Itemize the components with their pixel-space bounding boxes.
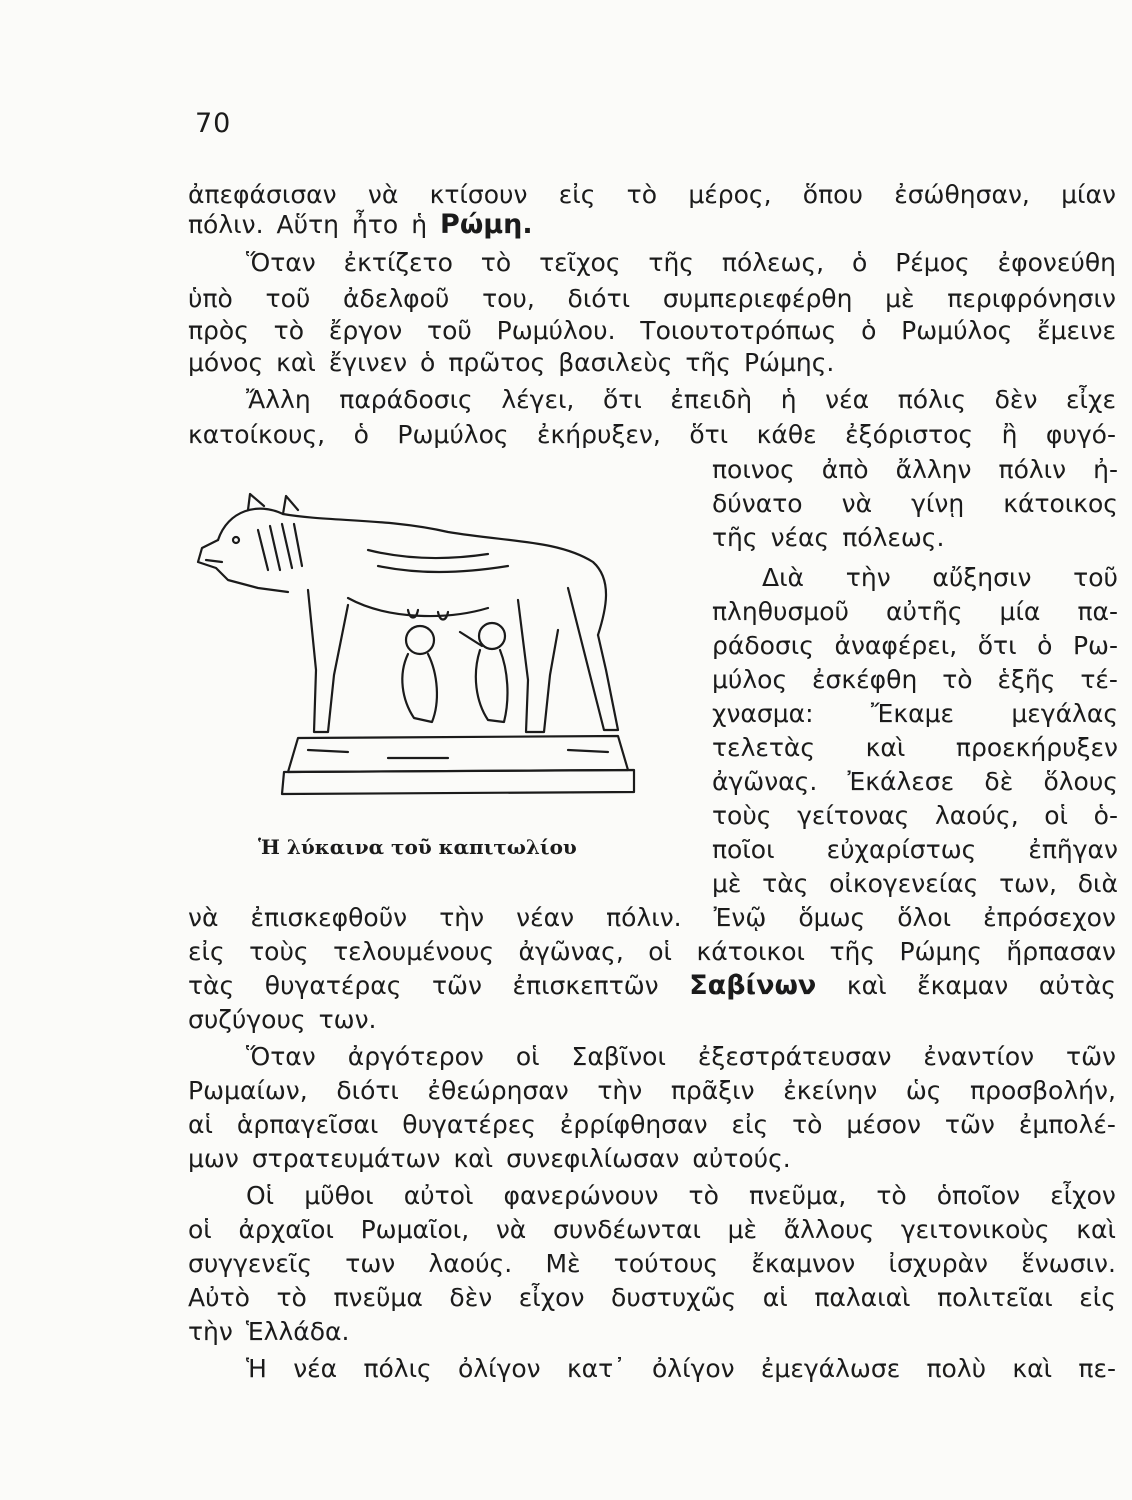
text-line <box>712 523 1118 553</box>
word: λέγει, <box>501 385 575 414</box>
word: τοῦ <box>427 316 472 345</box>
word: ἀγῶνας, <box>518 937 624 966</box>
word: ἀργότερον <box>347 1042 484 1071</box>
word: Ἐκάλεσε <box>847 767 955 796</box>
text-line <box>188 903 1116 933</box>
word: πόλιν. <box>188 210 264 239</box>
word: τὸ <box>273 316 305 345</box>
word: τὸ <box>792 1110 823 1139</box>
word: εἶχον <box>518 1283 585 1312</box>
word: ἕνωσιν. <box>1021 1249 1116 1278</box>
word: Αὐτὸ <box>188 1283 250 1312</box>
word: ἀγῶνας. <box>712 767 818 796</box>
word: τῆς <box>712 523 758 552</box>
word: ἐμπολέ- <box>1018 1110 1116 1139</box>
word: τοὺς <box>712 801 772 830</box>
word: ὅτι <box>977 631 1017 660</box>
word: ἐρρίφθησαν <box>559 1110 708 1139</box>
word: μία <box>999 597 1041 626</box>
word: πόλεως, <box>721 248 825 277</box>
word: τέ- <box>1080 665 1118 694</box>
word: συνδέωνται <box>552 1215 701 1244</box>
word: συνεφιλίωσαν <box>506 1144 680 1173</box>
text-line <box>188 420 1116 450</box>
word: μεγάλας <box>1011 699 1118 728</box>
word: τὸ <box>626 180 658 209</box>
text-line <box>712 455 1118 485</box>
text-line <box>188 210 1116 240</box>
word: οἱ <box>1044 801 1069 830</box>
word: εἰς <box>731 1110 769 1139</box>
word: καὶ <box>453 1144 494 1173</box>
word: προσβολήν, <box>970 1076 1116 1105</box>
word: πρῶτος <box>448 348 546 377</box>
word: ἐκτίζετο <box>343 248 453 277</box>
word: εἰς <box>558 180 596 209</box>
word: Ρώμης. <box>743 348 835 377</box>
word: ποινος <box>712 455 795 484</box>
word: εἰς <box>1079 1283 1116 1312</box>
text-line <box>188 1215 1116 1245</box>
word: Ρωμύλος <box>397 420 509 449</box>
word: ἐπισκεφθοῦν <box>250 903 408 932</box>
text-line <box>712 801 1118 831</box>
word: τοῦ <box>1073 563 1118 592</box>
word: ἔκαμαν <box>917 971 1009 1000</box>
word: Ὅταν <box>246 248 316 277</box>
word: νὰ <box>841 489 873 518</box>
word: κατ᾽ <box>566 1354 626 1383</box>
word: τεῖχος <box>539 248 621 277</box>
word: θυγατέρας <box>264 971 402 1000</box>
word: ὁ <box>1037 631 1053 660</box>
text-line <box>712 835 1118 865</box>
word: μέσον <box>846 1110 921 1139</box>
word: καὶ <box>1076 1215 1116 1244</box>
word: τὸ <box>876 1181 907 1210</box>
word: ὁ <box>852 248 868 277</box>
word: ἐκήρυξεν, <box>537 420 661 449</box>
text-line <box>188 1110 1116 1140</box>
word: πρᾶξιν <box>670 1076 755 1105</box>
word: ἄλλους <box>783 1215 875 1244</box>
word: ἀναφέρει, <box>834 631 958 660</box>
word: Ρώμης <box>899 937 982 966</box>
word: βασιλεὺς <box>558 348 673 377</box>
word: παλαιαὶ <box>814 1283 911 1312</box>
word: ὀλίγον <box>458 1354 541 1383</box>
text-line <box>246 385 1116 415</box>
word: ὁ- <box>1093 801 1118 830</box>
word: ἐφονεύθη <box>997 248 1116 277</box>
word: ἥρπασαν <box>1006 937 1116 966</box>
word: οἱ <box>648 937 673 966</box>
word: ἐξόριστος <box>845 420 974 449</box>
word: Ρωμύλου. <box>496 316 616 345</box>
word: ἐπρόσεχον <box>983 903 1116 932</box>
text-line <box>762 563 1118 593</box>
word: Ρωμύλος <box>901 316 1013 345</box>
word: νέας <box>770 523 830 552</box>
word: Οἱ <box>246 1181 275 1210</box>
word: πόλιν <box>998 455 1067 484</box>
word: νέα <box>293 1354 338 1383</box>
word: τῆς <box>829 937 876 966</box>
word: ἔργον <box>328 316 403 345</box>
text-line <box>188 1317 1116 1347</box>
word: καὶ <box>865 733 906 762</box>
word: Ρωμαῖοι, <box>360 1215 470 1244</box>
word: ἁρπαγεῖσαι <box>236 1110 379 1139</box>
word: τὴν <box>597 1076 643 1105</box>
text-line <box>246 1354 1116 1384</box>
word: ἢ <box>1001 420 1018 449</box>
word: ἐπισκεπτῶν <box>512 971 659 1000</box>
word: Σαβῖνοι <box>571 1042 666 1071</box>
word: ἐσώθησαν, <box>894 180 1030 209</box>
figure-caption: Ἡ λύκαινα τοῦ καπιτωλίου <box>258 835 577 859</box>
word: Ἄλλη <box>246 385 311 414</box>
word: στρατευμάτων <box>251 1144 441 1173</box>
word: ὡς <box>905 1076 942 1105</box>
word: κάτοικος <box>1003 489 1118 518</box>
word: πρὸς <box>188 316 249 345</box>
page-number: 70 <box>195 108 232 139</box>
text-line <box>188 937 1116 967</box>
word: Τοιουτοτρόπως <box>640 316 837 345</box>
word: νέαν <box>516 903 575 932</box>
text-line <box>188 1076 1116 1106</box>
text-line <box>712 489 1118 519</box>
word: συμπεριεφέρθη <box>662 284 853 313</box>
text-line <box>712 869 1118 899</box>
word: δὲν <box>994 385 1038 414</box>
word: ἑξῆς <box>997 665 1056 694</box>
word: ὅμως <box>798 903 866 932</box>
word: ἦτο <box>351 210 399 239</box>
word: μὲ <box>712 869 742 898</box>
word: καὶ <box>276 348 316 377</box>
word: τούτους <box>613 1249 719 1278</box>
word: ἔγινεν <box>328 348 408 377</box>
text-line <box>712 597 1118 627</box>
word: ποῖοι <box>712 835 775 864</box>
word: μὲ <box>727 1215 758 1244</box>
word: τοῦ <box>265 284 311 313</box>
text-line <box>246 248 1116 278</box>
text-line <box>188 316 1116 346</box>
word: οἰκογενείας <box>829 869 979 898</box>
word: μῦθοι <box>304 1181 374 1210</box>
word: Μὲ <box>545 1249 581 1278</box>
word: δυστυχῶς <box>611 1283 737 1312</box>
word: των. <box>318 1005 377 1034</box>
word: αἱ <box>762 1283 788 1312</box>
word: ἐθεώρησαν <box>427 1076 569 1105</box>
word: οἱ <box>515 1042 540 1071</box>
she-wolf-illustration <box>188 470 688 830</box>
word: μίαν <box>1061 180 1116 209</box>
word: φυγό- <box>1045 420 1116 449</box>
word: ἡ <box>780 385 797 414</box>
word: ὅπου <box>802 180 863 209</box>
word: πόλις <box>897 385 967 414</box>
word: πολὺ <box>926 1354 987 1383</box>
word: προεκήρυξεν <box>955 733 1118 762</box>
text-line <box>188 348 1116 378</box>
text-line <box>188 1005 1116 1035</box>
word: Ἑλλάδα. <box>245 1317 350 1346</box>
word: εἶχε <box>1066 385 1116 414</box>
text-line <box>712 631 1118 661</box>
word: γειτονικοὺς <box>900 1215 1050 1244</box>
word: πόλεως. <box>842 523 945 552</box>
word: λαούς. <box>428 1249 513 1278</box>
word: δὲ <box>984 767 1014 796</box>
word: πνεῦμα, <box>748 1181 847 1210</box>
text-line <box>246 1181 1116 1211</box>
word: γίνῃ <box>911 489 965 518</box>
word: ἄλλην <box>895 455 972 484</box>
word: πολιτεῖαι <box>937 1283 1053 1312</box>
word: ἐξεστράτευσαν <box>697 1042 892 1071</box>
word: γείτονας <box>797 801 910 830</box>
word: ὁποῖον <box>936 1181 1021 1210</box>
word: χνασμα: <box>712 699 814 728</box>
word: λαούς, <box>934 801 1019 830</box>
word: τῶν <box>944 1110 995 1139</box>
word: αὐτοὶ <box>403 1181 474 1210</box>
word: συγγενεῖς <box>188 1249 313 1278</box>
text-line <box>712 733 1118 763</box>
word: φανερώνουν <box>503 1181 659 1210</box>
word: τὴν <box>188 1317 233 1346</box>
word: πληθυσμοῦ <box>712 597 849 626</box>
word: κάτοικοι <box>696 937 805 966</box>
word: εἰς <box>188 937 225 966</box>
word: Αὕτη <box>276 210 339 239</box>
word: διότι <box>567 284 631 313</box>
word: τὸ <box>276 1283 307 1312</box>
word: ἐπειδὴ <box>670 385 753 414</box>
word: ἰσχυρὰν <box>888 1249 989 1278</box>
word: ἐναντίον <box>923 1042 1035 1071</box>
word: νὰ <box>495 1215 527 1244</box>
word: Ἔκαμε <box>870 699 954 728</box>
word: τὴν <box>845 563 891 592</box>
text-line <box>712 665 1118 695</box>
word: πα- <box>1077 597 1118 626</box>
word: οἱ <box>188 1215 212 1244</box>
word: αὐτῆς <box>886 597 963 626</box>
word: τελετὰς <box>712 733 816 762</box>
word: ὀλίγον <box>652 1354 735 1383</box>
word: ἔμεινε <box>1037 316 1116 345</box>
word: πε- <box>1078 1354 1116 1383</box>
word: τὸ <box>480 248 512 277</box>
word: δὲν <box>449 1283 493 1312</box>
word: Ρέμος <box>895 248 970 277</box>
text-line <box>188 1249 1116 1279</box>
word: παράδοσις <box>339 385 473 414</box>
text-line <box>188 1283 1116 1313</box>
word: Ὅταν <box>246 1042 316 1071</box>
word: αἱ <box>188 1110 213 1139</box>
word: ἐσκέφθη <box>812 665 918 694</box>
word: ὁ <box>353 420 369 449</box>
word: εἶχον <box>1050 1181 1116 1210</box>
word: ἐκείνην <box>783 1076 878 1105</box>
word: ἐμεγάλωσε <box>760 1354 901 1383</box>
word: δύνατο <box>712 489 803 518</box>
word: τὰς <box>762 869 809 898</box>
word: των <box>345 1249 396 1278</box>
word: Ἡ <box>246 1354 267 1383</box>
text-line <box>188 1144 1116 1174</box>
word: Ρωμαίων, <box>188 1076 308 1105</box>
word: αὐτὰς <box>1038 971 1116 1000</box>
word: ἀρχαῖοι <box>238 1215 334 1244</box>
word: ὅτι <box>602 385 642 414</box>
word: τῶν <box>432 971 482 1000</box>
word: ὁ <box>420 348 436 377</box>
word: θυγατέρες <box>402 1110 536 1139</box>
word: μὲ <box>885 284 915 313</box>
text-line <box>188 180 1116 210</box>
word: διότι <box>336 1076 399 1105</box>
word: νὰ <box>367 180 399 209</box>
word: του, <box>482 284 535 313</box>
word: πόλις <box>363 1354 432 1383</box>
word: καὶ <box>1012 1354 1053 1383</box>
word: μόνος <box>188 348 264 377</box>
word: Σαβίνων <box>689 970 817 1001</box>
word: μων <box>188 1144 239 1173</box>
word: Διὰ <box>762 563 805 592</box>
word: κτίσουν <box>429 180 528 209</box>
word: ράδοσις <box>712 631 814 660</box>
word: πνεῦμα <box>333 1283 423 1312</box>
word: κάθε <box>756 420 817 449</box>
word: Ἐνῷ <box>713 903 767 932</box>
word: ἡ <box>411 210 428 239</box>
word: τοὺς <box>249 937 309 966</box>
word: τῆς <box>648 248 694 277</box>
word: ὑπὸ <box>188 284 233 313</box>
word: ἀπεφάσισαν <box>188 180 337 209</box>
word: ἀπὸ <box>821 455 869 484</box>
word: τῆς <box>685 348 731 377</box>
word: ἠ- <box>1093 455 1118 484</box>
word: ὁ <box>861 316 877 345</box>
text-line <box>712 699 1118 729</box>
word: ὅλους <box>1043 767 1118 796</box>
word: νὰ <box>188 903 219 932</box>
word: εὐχαρίστως <box>826 835 977 864</box>
word: ἔκαμνον <box>751 1249 856 1278</box>
word: των, <box>999 869 1057 898</box>
word: τὰς <box>188 971 235 1000</box>
word: πόλιν. <box>606 903 682 932</box>
word: περιφρόνησιν <box>947 284 1116 313</box>
word: Ρω- <box>1072 631 1118 660</box>
word: κατοίκους, <box>188 420 326 449</box>
text-line <box>712 767 1118 797</box>
word: Ρώμη. <box>440 209 533 240</box>
word: τὸ <box>688 1181 719 1210</box>
word: καὶ <box>846 971 887 1000</box>
word: ὅτι <box>689 420 729 449</box>
word: αὐτούς. <box>692 1144 791 1173</box>
word: συζύγους <box>188 1005 306 1034</box>
word: μύλος <box>712 665 788 694</box>
word: μέρος, <box>688 180 772 209</box>
word: ἐπῆγαν <box>1028 835 1118 864</box>
word: νέα <box>825 385 870 414</box>
word: τὸ <box>942 665 973 694</box>
text-line <box>246 1042 1116 1072</box>
text-line <box>188 971 1116 1001</box>
word: τὴν <box>439 903 485 932</box>
word: ἀδελφοῦ <box>343 284 450 313</box>
word: τελουμένους <box>333 937 495 966</box>
word: αὔξησιν <box>932 563 1032 592</box>
word: διὰ <box>1077 869 1118 898</box>
word: ὅλοι <box>897 903 952 932</box>
text-line <box>188 284 1116 314</box>
word: τῶν <box>1066 1042 1116 1071</box>
